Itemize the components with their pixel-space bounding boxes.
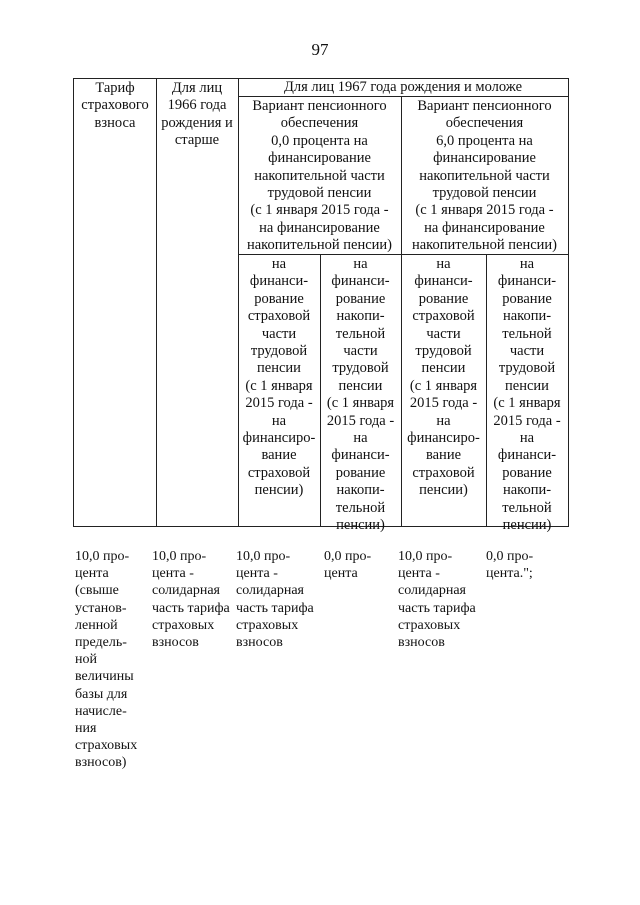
subheader-funded-part-b: на финанси- рование накопи- тельной части трудовой пенсии (с 1 января 2015 года - на финанси- рование накопи- тельной пенсии) [493, 256, 561, 534]
page-number: 97 [311, 40, 329, 59]
header-variant-0-percent: Вариант пенсионного обеспечения 0,0 процента на финансирование накопительной части трудовой пенсии (с 1 января 2015 года - на финансирование накопительной пенсии) [246, 98, 393, 254]
subheader-funded-part-a: на финанси- рование накопи- тельной части трудовой пенсии (с 1 января 2015 года - на финанси- рование накопи- тельной пенсии) [326, 256, 395, 534]
row-born-1966-value: 10,0 про- цента - солидарная часть тарифа страховых взносов [152, 549, 230, 651]
row-variant-6-funded: 0,0 про- цента."; [486, 549, 534, 582]
header-born-1967-and-younger: Для лиц 1967 года рождения и моложе [283, 79, 523, 95]
row-variant-0-funded: 0,0 про- цента [324, 549, 372, 582]
header-variant-6-percent: Вариант пенсионного обеспечения 6,0 процента на финансирование накопительной части трудовой пенсии (с 1 января 2015 года - на финансирование накопительной пенсии) [411, 98, 558, 254]
row-tariff: 10,0 про- цента (свыше установ- ленной предель- ной величины базы для начисле- ния страховых взносов) [75, 549, 138, 771]
subheader-insurance-part-b: на финанси- рование страховой части трудовой пенсии (с 1 января 2015 года - на финансиро- вание страховой пенсии) [407, 256, 480, 499]
row-variant-6-insurance: 10,0 про- цента - солидарная часть тарифа страховых взносов [398, 549, 476, 651]
subheader-insurance-part-a: на финанси- рование страховой части трудовой пенсии (с 1 января 2015 года - на финансиро- вание страховой пенсии) [242, 256, 316, 499]
header-born-1966-and-older: Для лиц 1966 года рождения и старше [161, 80, 233, 149]
header-table [73, 78, 569, 534]
header-tariff: Тариф страхового взноса [81, 80, 149, 131]
row-variant-0-insurance: 10,0 про- цента - солидарная часть тарифа страховых взносов [236, 549, 314, 651]
